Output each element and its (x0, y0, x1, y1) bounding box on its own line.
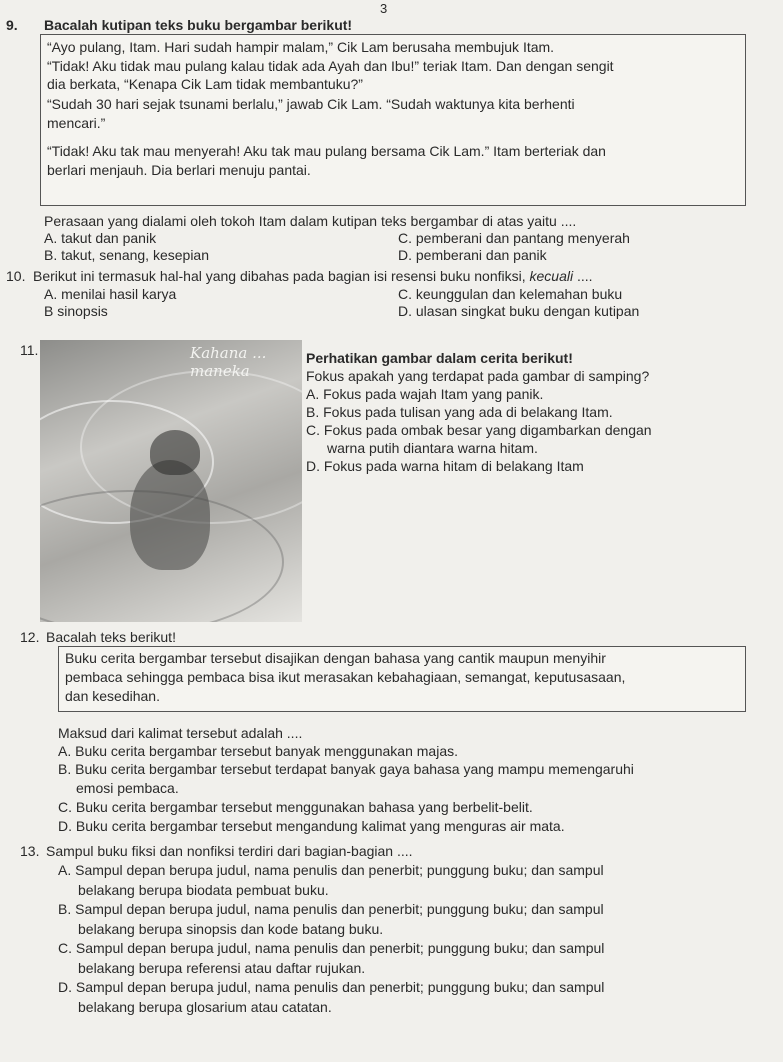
q9-excerpt-line: mencari.” (47, 115, 106, 131)
q11-option-a[interactable]: A. Fokus pada wajah Itam yang panik. (306, 386, 544, 402)
q11-option-b[interactable]: B. Fokus pada tulisan yang ada di belakang Itam. (306, 404, 613, 420)
q13-option-d-cont: belakang berupa glosarium atau catatan. (78, 999, 332, 1015)
q12-text-line: pembaca sehingga pembaca bisa ikut merasakan kebahagiaan, semangat, keputusasaan, (65, 669, 626, 685)
q12-option-b[interactable]: B. Buku cerita bergambar tersebut terdapat banyak gaya bahasa yang mampu memengaruhi (58, 761, 634, 777)
q9-option-c[interactable]: C. pemberani dan pantang menyerah (398, 230, 630, 246)
q10-question-ellipsis: .... (577, 268, 593, 284)
q9-option-d[interactable]: D. pemberani dan panik (398, 247, 547, 263)
q11-option-c-cont: warna putih diantara warna hitam. (327, 440, 538, 456)
q11-option-d[interactable]: D. Fokus pada warna hitam di belakang Itam (306, 458, 584, 474)
q9-excerpt-line: “Tidak! Aku tidak mau pulang kalau tidak ada Ayah dan Ibu!” teriak Itam. Dan dengan sengit (47, 58, 614, 74)
q11-number: 11. (20, 342, 39, 358)
q13-number: 13. (20, 843, 40, 859)
q11-option-c[interactable]: C. Fokus pada ombak besar yang digambarkan dengan (306, 422, 652, 438)
q10-option-d[interactable]: D. ulasan singkat buku dengan kutipan (398, 303, 640, 319)
q12-option-c[interactable]: C. Buku cerita bergambar tersebut menggunakan bahasa yang berbelit-belit. (58, 799, 533, 815)
q12-option-b-cont: emosi pembaca. (76, 780, 179, 796)
q11-question: Fokus apakah yang terdapat pada gambar di samping? (306, 368, 650, 384)
q10-option-a[interactable]: A. menilai hasil karya (44, 286, 177, 302)
illustration-title: Kahana ... maneka (190, 344, 267, 380)
q13-option-c-cont: belakang berupa referensi atau daftar rujukan. (78, 960, 366, 976)
page-number: 3 (380, 1, 388, 16)
q11-prompt: Perhatikan gambar dalam cerita berikut! (306, 350, 573, 366)
q9-question: Perasaan yang dialami oleh tokoh Itam dalam kutipan teks bergambar di atas yaitu .... (44, 213, 577, 229)
q12-prompt: Bacalah teks berikut! (46, 629, 176, 645)
q13-option-b-cont: belakang berupa sinopsis dan kode batang buku. (78, 921, 384, 937)
q12-number: 12. (20, 629, 40, 645)
q9-prompt: Bacalah kutipan teks buku bergambar berikut! (44, 17, 353, 33)
q12-option-a[interactable]: A. Buku cerita bergambar tersebut banyak menggunakan majas. (58, 743, 459, 759)
q10-question-emphasis: kecuali (529, 268, 574, 284)
q13-question: Sampul buku fiksi dan nonfiksi terdiri dari bagian-bagian .... (46, 843, 413, 859)
q13-option-b[interactable]: B. Sampul depan berupa judul, nama penulis dan penerbit; punggung buku; dan sampul (58, 901, 604, 917)
q12-text-line: dan kesedihan. (65, 688, 160, 704)
q9-excerpt-line: “Ayo pulang, Itam. Hari sudah hampir malam,” Cik Lam berusaha membujuk Itam. (47, 39, 555, 55)
q9-excerpt-line: dia berkata, “Kenapa Cik Lam tidak membantuku?” (47, 76, 363, 92)
q13-option-d[interactable]: D. Sampul depan berupa judul, nama penulis dan penerbit; punggung buku; dan sampul (58, 979, 605, 995)
q12-option-d[interactable]: D. Buku cerita bergambar tersebut mengandung kalimat yang menguras air mata. (58, 818, 565, 834)
q13-option-c[interactable]: C. Sampul depan berupa judul, nama penulis dan penerbit; punggung buku; dan sampul (58, 940, 605, 956)
q9-option-b[interactable]: B. takut, senang, kesepian (44, 247, 209, 263)
q12-question: Maksud dari kalimat tersebut adalah .... (58, 725, 303, 741)
q13-option-a-cont: belakang berupa biodata pembuat buku. (78, 882, 329, 898)
q9-excerpt-box (40, 34, 746, 206)
q12-text-box (58, 646, 746, 712)
story-illustration (40, 340, 302, 622)
q12-text-line: Buku cerita bergambar tersebut disajikan dengan bahasa yang cantik maupun menyihir (65, 650, 606, 666)
q9-excerpt-line: berlari menjauh. Dia berlari menuju pantai. (47, 162, 311, 178)
q10-option-c[interactable]: C. keunggulan dan kelemahan buku (398, 286, 623, 302)
q9-excerpt-line: “Tidak! Aku tak mau menyerah! Aku tak mau pulang bersama Cik Lam.” Itam berteriak dan (47, 143, 606, 159)
q9-option-a[interactable]: A. takut dan panik (44, 230, 157, 246)
q9-number: 9. (6, 17, 18, 33)
q10-question-text: Berikut ini termasuk hal-hal yang dibahas pada bagian isi resensi buku nonfiksi, (33, 268, 526, 284)
q10-number: 10. (6, 268, 26, 284)
q13-option-a[interactable]: A. Sampul depan berupa judul, nama penulis dan penerbit; punggung buku; dan sampul (58, 862, 604, 878)
q10-question (33, 267, 593, 285)
q10-option-b[interactable]: B sinopsis (44, 303, 108, 319)
q9-excerpt-line: “Sudah 30 hari sejak tsunami berlalu,” jawab Cik Lam. “Sudah waktunya kita berhenti (47, 96, 575, 112)
